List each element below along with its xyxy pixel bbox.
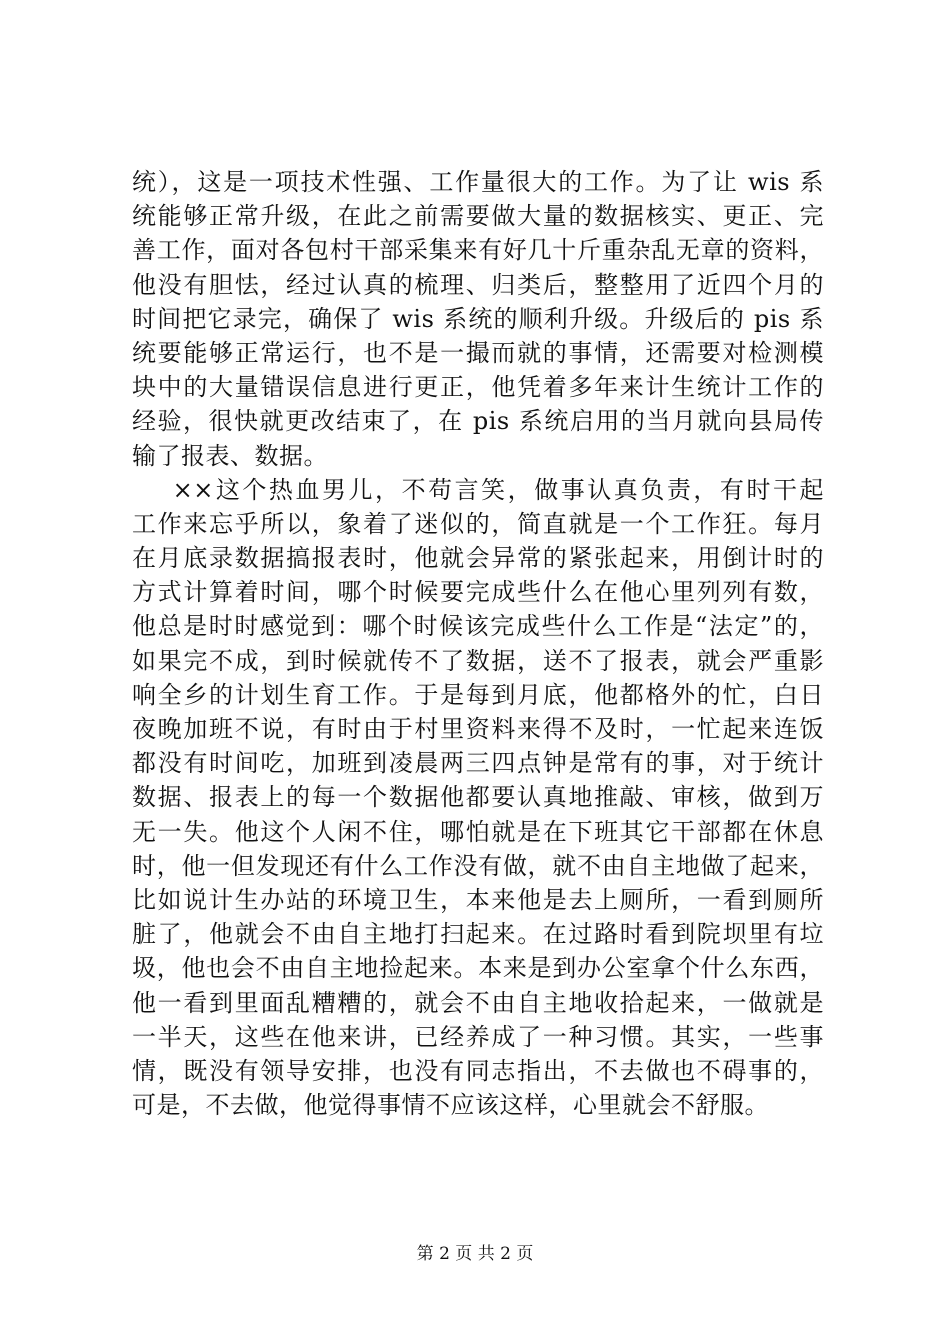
text-line: 经验，很快就更改结束了，在 pis 系统启用的当月就向县局传 <box>132 407 824 436</box>
text-line: 统要能够正常运行，也不是一撮而就的事情，还需要对检测模 <box>132 338 824 367</box>
text-line: 他没有胆怯，经过认真的梳理、归类后，整整用了近四个月的 <box>132 270 824 299</box>
text-line: 他一看到里面乱糟糟的，就会不由自主地收拾起来，一做就是 <box>132 988 824 1017</box>
text-line: 圾，他也会不由自主地捡起来。本来是到办公室拿个什么东西， <box>132 954 824 983</box>
paragraph-2 <box>132 473 824 1123</box>
text-line: 一半天，这些在他来讲，已经养成了一种习惯。其实，一些事 <box>132 1022 824 1051</box>
page-number: 第 2 页 共 2 页 <box>416 1244 534 1264</box>
text-line: 在月底录数据搞报表时，他就会异常的紧张起来，用倒计时的 <box>132 544 824 573</box>
text-line: 如果完不成，到时候就传不了数据，送不了报表，就会严重影 <box>132 646 824 675</box>
text-line: 比如说计生办站的环境卫生，本来他是去上厕所，一看到厕所 <box>132 885 824 914</box>
text-line: 输了报表、数据。 <box>132 441 328 470</box>
page-footer <box>0 1243 950 1265</box>
text-line: 都没有时间吃，加班到凌晨两三四点钟是常有的事，对于统计 <box>132 749 824 778</box>
text-line: 他总是时时感觉到：哪个时候该完成些什么工作是“法定”的， <box>132 612 824 641</box>
text-line: 数据、报表上的每一个数据他都要认真地推敲、审核，做到万 <box>132 783 824 812</box>
paragraph-1 <box>132 165 824 473</box>
text-line: 情，既没有领导安排，也没有同志指出，不去做也不碍事的， <box>132 1056 824 1085</box>
text-line: 统能够正常升级，在此之前需要做大量的数据核实、更正、完 <box>132 202 824 231</box>
text-line: 响全乡的计划生育工作。于是每到月底，他都格外的忙，白日 <box>132 680 824 709</box>
text-line: 时，他一但发现还有什么工作没有做，就不由自主地做了起来， <box>132 851 824 880</box>
text-line: 夜晚加班不说，有时由于村里资料来得不及时，一忙起来连饭 <box>132 715 824 743</box>
text-line: 善工作，面对各包村干部采集来有好几十斤重杂乱无章的资料， <box>132 236 824 265</box>
body-text <box>132 165 824 1122</box>
text-line: 统），这是一项技术性强、工作量很大的工作。为了让 wis 系 <box>132 168 824 196</box>
text-line: 可是，不去做，他觉得事情不应该这样，心里就会不舒服。 <box>132 1091 769 1120</box>
text-line: 无一失。他这个人闲不住，哪怕就是在下班其它干部都在休息 <box>132 817 824 846</box>
text-line: 方式计算着时间，哪个时候要完成些什么在他心里列列有数， <box>132 578 824 607</box>
text-line: 脏了，他就会不由自主地打扫起来。在过路时看到院坝里有垃 <box>132 920 824 949</box>
text-line: ××这个热血男儿，不苟言笑，做事认真负责，有时干起 <box>132 475 824 504</box>
text-line: 时间把它录完，确保了 wis 系统的顺利升级。升级后的 pis 系 <box>132 304 824 333</box>
text-line: 工作来忘乎所以，象着了迷似的，简直就是一个工作狂。每月 <box>132 509 824 538</box>
text-line: 块中的大量错误信息进行更正，他凭着多年来计生统计工作的 <box>132 373 824 402</box>
